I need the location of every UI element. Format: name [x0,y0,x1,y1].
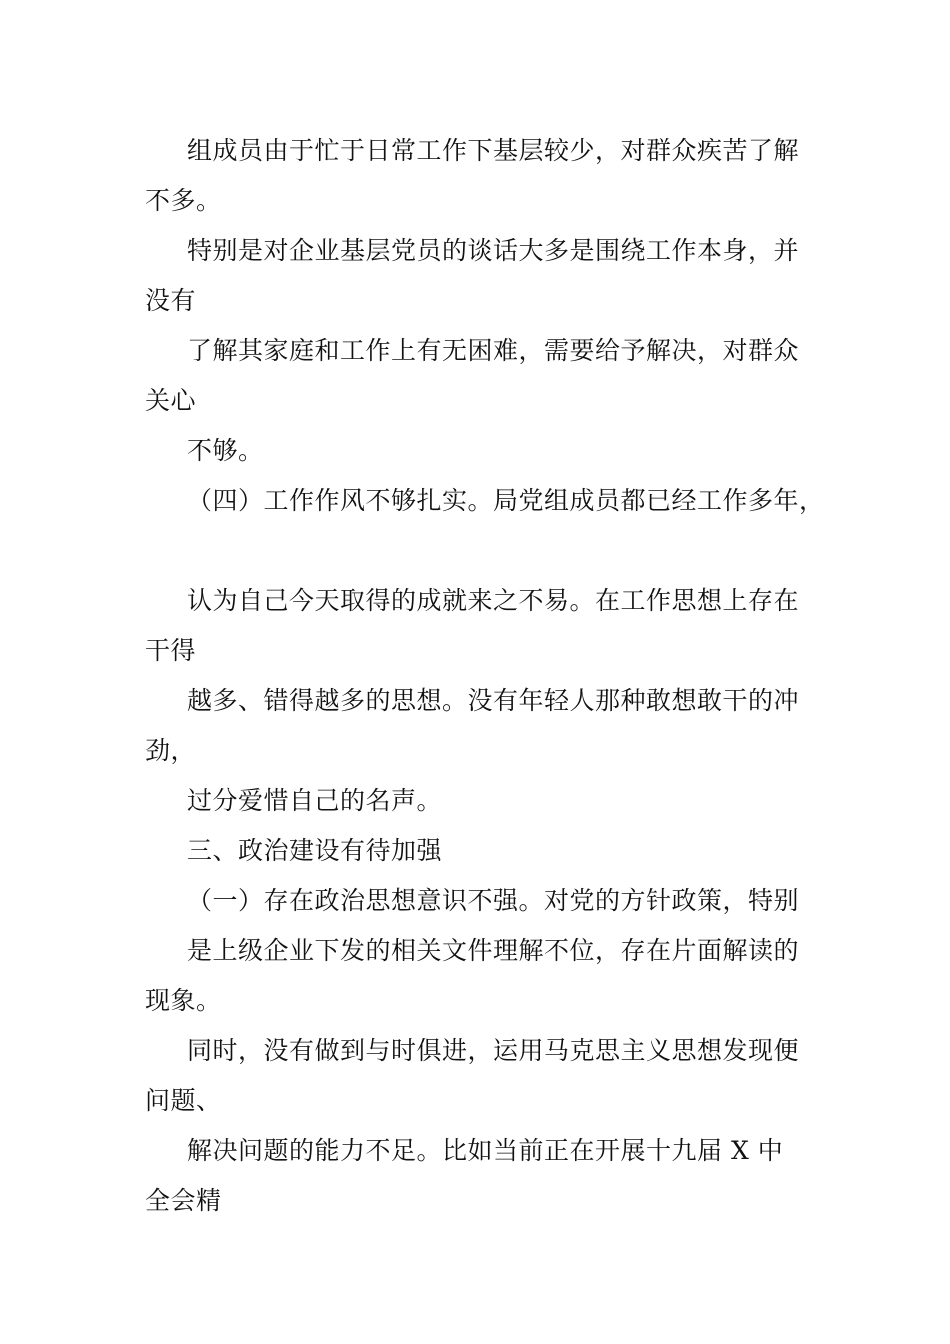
section-heading: （一）存在政治思想意识不强。对党的方针政策，特别 [187,886,800,915]
text-line: 现象。 [145,986,222,1015]
text-line: 了解其家庭和工作上有无困难，需要给予解决，对群众 [187,336,800,365]
text-line: 组成员由于忙于日常工作下基层较少，对群众疾苦了解 [187,136,800,165]
text-line: 关心 [145,386,197,415]
text-line: 越多、错得越多的思想。没有年轻人那种敢想敢干的冲 [187,686,800,715]
text-line: 没有 [145,286,197,315]
text-line: 不够。 [187,436,264,465]
text-line: 干得 [145,636,197,665]
text-line: 劲， [145,736,197,765]
text-line: 是上级企业下发的相关文件理解不位，存在片面解读的 [187,936,800,965]
section-heading: （四）工作作风不够扎实。局党组成员都已经工作多年， [187,486,825,515]
text-line: 同时，没有做到与时俱进，运用马克思主义思想发现便 [187,1036,800,1065]
text-line: 全会精 [145,1186,222,1215]
text-line: 认为自己今天取得的成就来之不易。在工作思想上存在 [187,586,800,615]
text-line: 过分爱惜自己的名声。 [187,786,443,815]
text-line: 问题、 [145,1086,222,1115]
section-heading: 三、政治建设有待加强 [187,836,443,865]
text-line: 解决问题的能力不足。比如当前正在开展十九届 X 中 [187,1136,784,1165]
text-line: 不多。 [145,186,222,215]
text-line: 特别是对企业基层党员的谈话大多是围绕工作本身，并 [187,236,800,265]
